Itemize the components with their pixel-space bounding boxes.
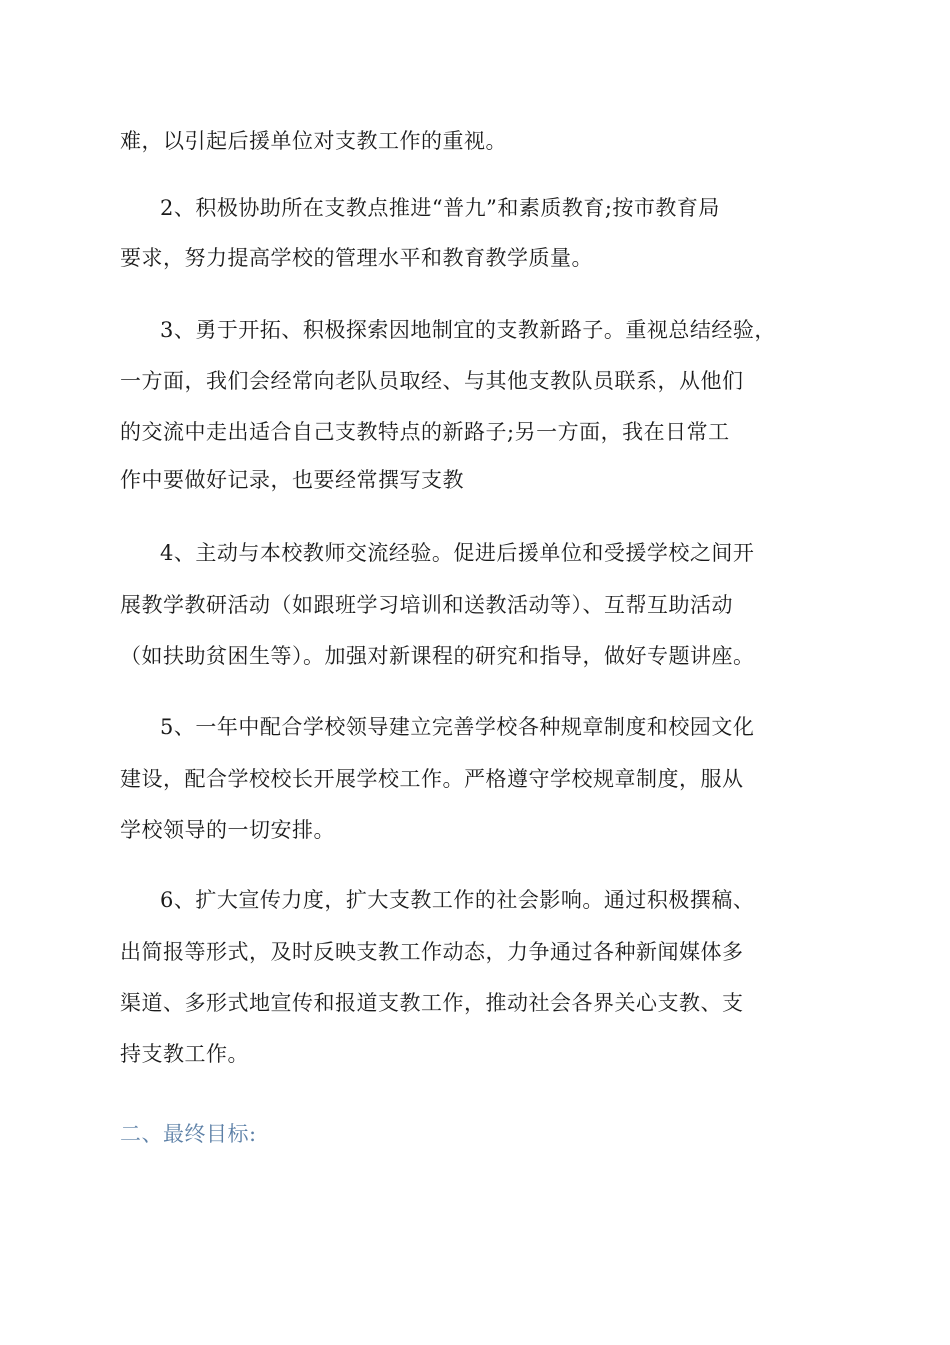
paragraph-5-line-1: 5、一年中配合学校领导建立完善学校各种规章制度和校园文化 (160, 715, 755, 739)
paragraph-2-line-1: 2、积极协助所在支教点推进“普九”和素质教育;按市教育局 (160, 196, 720, 220)
paragraph-5-line-3: 学校领导的一切安排。 (120, 818, 335, 842)
paragraph-6-line-2: 出简报等形式，及时反映支教工作动态，力争通过各种新闻媒体多 (120, 940, 744, 964)
paragraph-2-line-2: 要求，努力提高学校的管理水平和教育教学质量。 (120, 246, 593, 270)
paragraph-4-line-1: 4、主动与本校教师交流经验。促进后援单位和受援学校之间开 (160, 541, 755, 565)
paragraph-4-line-3: （如扶助贫困生等）。加强对新课程的研究和指导，做好专题讲座。 (120, 644, 755, 668)
paragraph-3-line-2: 一方面，我们会经常向老队员取经、与其他支教队员联系，从他们 (120, 369, 744, 393)
paragraph-6-line-3: 渠道、多形式地宣传和报道支教工作，推动社会各界关心支教、支 (120, 991, 744, 1015)
paragraph-5-line-2: 建设，配合学校校长开展学校工作。严格遵守学校规章制度，服从 (120, 767, 744, 791)
paragraph-6-line-4: 持支教工作。 (120, 1042, 249, 1066)
paragraph-4-line-2: 展教学教研活动（如跟班学习培训和送教活动等）、互帮互助活动 (120, 593, 733, 617)
paragraph-3-line-3: 的交流中走出适合自己支教特点的新路子;另一方面，我在日常工 (120, 420, 730, 444)
paragraph-6-line-1: 6、扩大宣传力度，扩大支教工作的社会影响。通过积极撰稿、 (160, 888, 755, 912)
paragraph-3-line-4: 作中要做好记录，也要经常撰写支教 (120, 468, 464, 492)
paragraph-3-line-1: 3、勇于开拓、积极探索因地制宜的支教新路子。重视总结经验， (160, 318, 776, 342)
paragraph-1-line-1: 难，以引起后援单位对支教工作的重视。 (120, 129, 507, 153)
section-heading: 二、最终目标: (120, 1122, 257, 1146)
